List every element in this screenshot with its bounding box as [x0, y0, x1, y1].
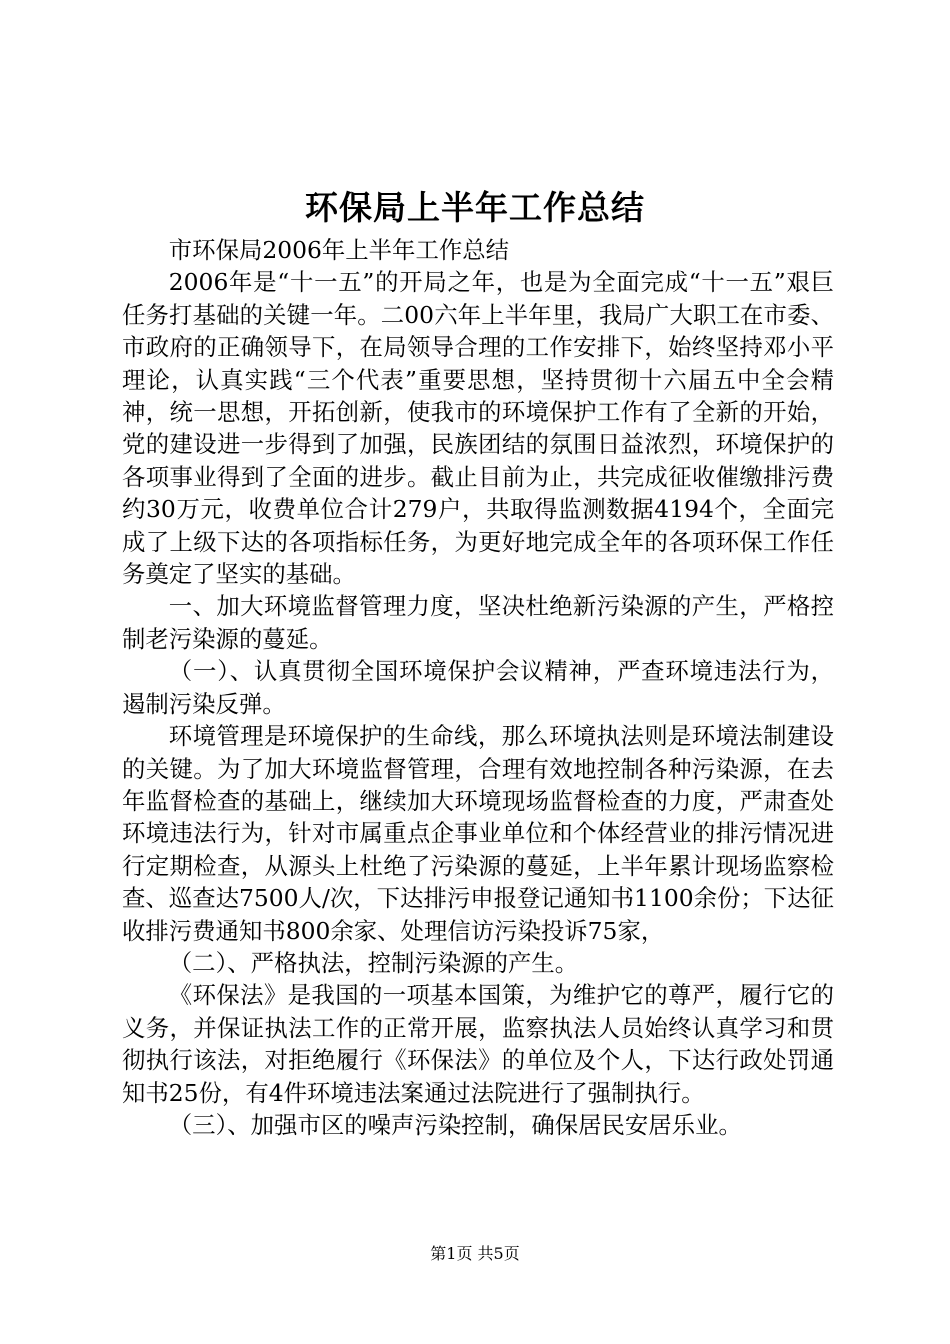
- subsection-heading-1: （一）、认真贯彻全国环境保护会议精神，严查环境违法行为，遏制污染反弹。: [122, 657, 834, 718]
- paragraph-law: 《环保法》是我国的一项基本国策，为维护它的尊严，履行它的义务，并保证执法工作的正常开展，监察执法人员始终认真学习和贯彻执行该法，对拒绝履行《环保法》的单位及个人，下达行政处罚通知书25份，有4件环境违法案通过法院进行了强制执行。: [122, 981, 834, 1107]
- document-title: 环保局上半年工作总结: [305, 188, 645, 227]
- subsection-heading-3: （三）、加强市区的噪声污染控制，确保居民安居乐业。: [168, 1110, 742, 1139]
- subsection-heading-2: （二）、严格执法，控制污染源的产生。: [168, 948, 579, 977]
- document-body: [122, 234, 834, 1141]
- section-heading-1: 一、加大环境监督管理力度，坚决杜绝新污染源的产生，严格控制老污染源的蔓延。: [122, 592, 834, 653]
- paragraph-intro: 2006年是“十一五”的开局之年，也是为全面完成“十一五”艰巨任务打基础的关键一年。二00六年上半年里，我局广大职工在市委、市政府的正确领导下，在局领导合理的工作安排下，始终坚持邓小平理论，认真实践“三个代表”重要思想，坚持贯彻十六届五中全会精神，统一思想，开拓创新，使我市的环境保护工作有了全新的开始，党的建设进一步得到了加强，民族团结的氛围日益浓烈，环境保护的各项事业得到了全面的进步。截止目前为止，共完成征收催缴排污费约30万元，收费单位合计279户，共取得监测数据4194个，全面完成了上级下达的各项指标任务，为更好地完成全年的各项环保工作任务奠定了坚实的基础。: [122, 268, 834, 589]
- paragraph-subtitle: 市环保局2006年上半年工作总结: [168, 236, 510, 264]
- paragraph-enforcement: 环境管理是环境保护的生命线，那么环境执法则是环境法制建设的关键。为了加大环境监督管理，合理有效地控制各种污染源，在去年监督检查的基础上，继续加大环境现场监督检查的力度，严肃查处环境违法行为，针对市属重点企事业单位和个体经营业的排污情况进行定期检查，从源头上杜绝了污染源的蔓延，上半年累计现场监察检查、巡查达7500人/次，下达排污申报登记通知书1100余份；下达征收排污费通知书800余家、处理信访污染投诉75家，: [122, 722, 834, 945]
- page-number-footer: 第1页 共5页: [430, 1244, 520, 1263]
